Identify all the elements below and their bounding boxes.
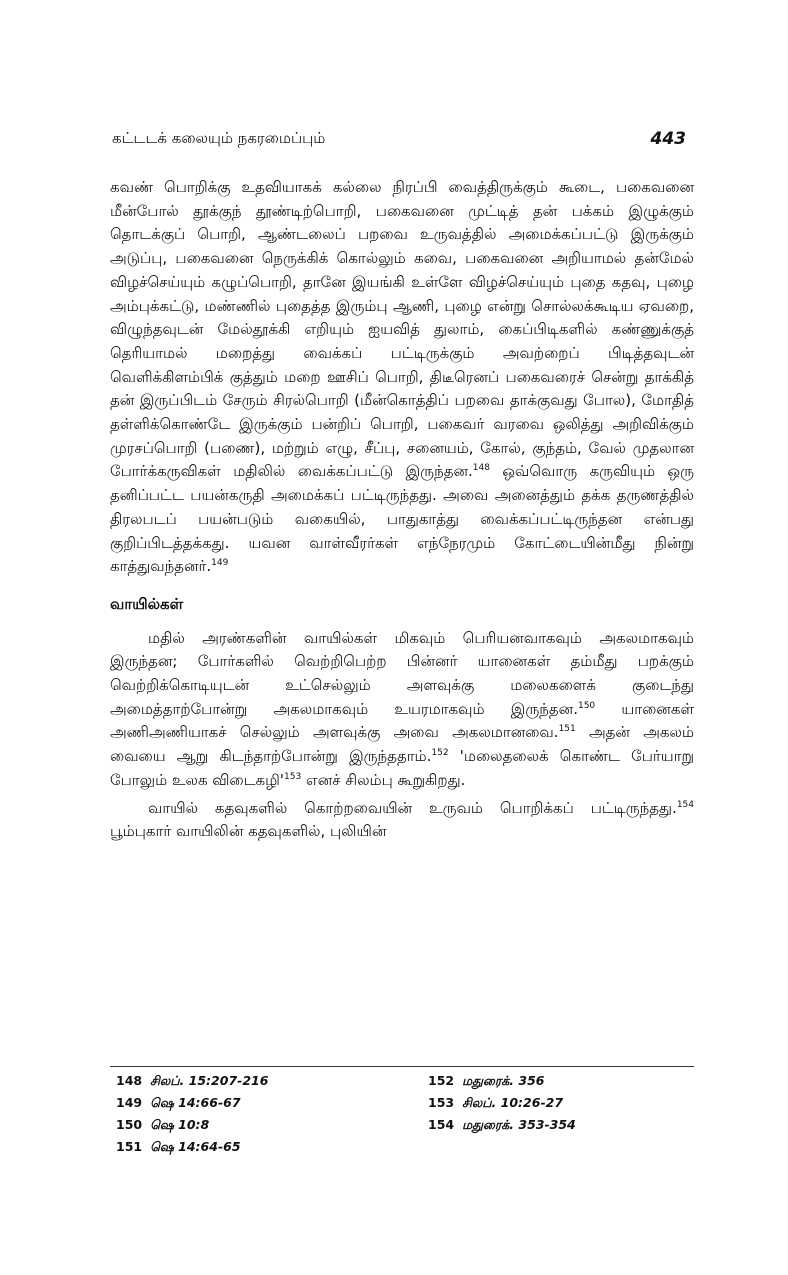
footnote <box>428 1095 676 1117</box>
footnote-reference: சிலப். 15:207-216 <box>150 1073 269 1088</box>
running-title: கட்டடக் கலையும் நகரமைப்பும் <box>112 129 326 147</box>
footnote-number: 150 <box>116 1117 143 1132</box>
paragraph-weapons <box>110 176 694 579</box>
body-text <box>110 176 694 844</box>
paragraph-text: அதன் அகலம் வையை ஆறு கிடந்தாற்போன்று இருந்ததாம். <box>110 723 694 766</box>
paragraph-doors <box>110 797 694 844</box>
paragraph-text: ஒவ்வொரு கருவியும் ஒரு தனிப்பட்ட பயன்கருதி அமைக்கப் பட்டிருந்தது. அவை அனைத்தும் தக்க தருணத்தில் திரலபடப் பயன்படும் வகையில், பாதுகாத்து வைக்கப்பட்டிருந்தன என்பது குறிப்பிடத்தக்கது. யவன வாள்வீரர்கள் எந்நேரமும் கோட்டையின்மீது நின்று காத்துவந்தனர். <box>110 462 694 576</box>
footnote-reference: சிலப். 10:26-27 <box>462 1095 564 1110</box>
section-heading: வாயில்கள் <box>110 594 184 613</box>
paragraph-text: மதில் அரண்களின் வாயில்கள் மிகவும் பெரியனவாகவும் அகலமாகவும் இருந்தன; போர்களில் வெற்றிபெற்ற பின்னர் யானைகள் தம்மீது பறக்கும் வெற்றிக்கொடியுடன் உட்செல்லும் அளவுக்கு மலைகளைக் குடைந்து அமைத்தாற்போன்று அகலமாகவும் உயரமாகவும் இருந்தன. <box>110 628 694 718</box>
footnote-number: 152 <box>428 1073 455 1088</box>
footnote-number: 148 <box>116 1073 143 1088</box>
footnote <box>428 1117 676 1139</box>
paragraph-gates <box>110 627 694 793</box>
footnote-ref: 154 <box>676 799 694 810</box>
footnote-reference: ஷெ 14:66-67 <box>150 1095 241 1110</box>
footnote-ref: 153 <box>284 771 302 782</box>
footnote-reference: ஷெ 10:8 <box>150 1117 210 1132</box>
footnote-reference: மதுரைக். 356 <box>462 1073 545 1088</box>
footnote-number: 151 <box>116 1139 143 1154</box>
footnote-number: 149 <box>116 1095 143 1110</box>
footnote-ref: 149 <box>211 558 229 569</box>
paragraph-text: பூம்புகார் வாயிலின் கதவுகளில், புலியின் <box>110 822 387 841</box>
footnote-divider <box>110 1066 694 1067</box>
page-number: 443 <box>650 129 686 149</box>
paragraph-text: 'மலைதலைக் கொண்ட பேர்யாறு போலும் உலக விடைகழி' <box>110 747 695 789</box>
footnote-reference: மதுரைக். 353-354 <box>462 1117 576 1132</box>
footnote-number: 153 <box>428 1095 455 1110</box>
footnote <box>116 1139 428 1161</box>
footnote-ref: 150 <box>577 700 596 711</box>
paragraph-text: வாயில் கதவுகளில் கொற்றவையின் உருவம் பொறிக்கப் பட்டிருந்தது. <box>148 798 677 817</box>
footnote <box>116 1095 428 1117</box>
paragraph-text: எனச் சிலம்பு கூறுகிறது. <box>301 770 466 789</box>
footnote <box>428 1073 676 1095</box>
footnote-reference: ஷெ 14:64-65 <box>150 1139 241 1154</box>
paragraph-text: யானைகள் அணிஅணியாகச் செல்லும் அளவுக்கு அவை அகலமானவை. <box>110 699 694 742</box>
footnote <box>116 1073 428 1095</box>
footnotes <box>116 1073 676 1161</box>
footnote <box>116 1117 428 1139</box>
footnote-ref: 148 <box>472 463 490 474</box>
footnote-ref: 151 <box>558 724 576 735</box>
running-header <box>112 124 686 154</box>
footnote-number: 154 <box>428 1117 455 1132</box>
paragraph-text: கவண் பொறிக்கு உதவியாகக் கல்லை நிரப்பி வைத்திருக்கும் கூடை, பகைவனை மீன்போல் தூக்குந் தூண்டிற்பொறி, பகைவனை முட்டித் தன் பக்கம் இழுக்கும் தொடக்குப் பொறி, ஆண்டலைப் பறவை உருவத்தில் அமைக்கப்பட்டு இருக்கும் அடுப்பு, பகைவனை நெருக்கிக் கொல்லும் கவை, பகைவனை அறியாமல் தன்மேல் விழச்செய்யும் கழுப்பொறி, தானே இயங்கி உள்ளே விழச்செய்யும் புதை கதவு, புழை அம்புக்கட்டு, மண்ணில் புதைத்த இரும்பு ஆணி, புழை என்று சொல்லக்கூடிய ஏவறை, விழுந்தவுடன் மேல்தூக்கி எறியும் ஐயவித் துலாம், கைப்பிடிகளில் கண்ணுக்குத் தெரியாமல் மறைத்து வைக்கப் பட்டிருக்கும் அவற்றைப் பிடித்தவுடன் வெளிக்கிளம்பிக் குத்தும் மறை ஊசிப் பொறி, திடீரெனப் பகைவரைச் சென்று தாக்கித் தன் இருப்பிடம் சேரும் சிரல்பொறி (மீன்கொத்திப் பறவை தாக்குவது போல), மோதித் தள்ளிக்கொண்டே இருக்கும் பன்றிப் பொறி, பகைவர் வரவை ஒலித்து அறிவிக்கும் முரசப்பொறி (பணை), மற்றும் எழு, சீப்பு, சனையம், கோல், குந்தம், வேல் முதலான போர்க்கருவிகள் மதிலில் வைக்கப்பட்டு இருந்தன. <box>110 178 694 481</box>
footnote-ref: 152 <box>431 748 449 759</box>
